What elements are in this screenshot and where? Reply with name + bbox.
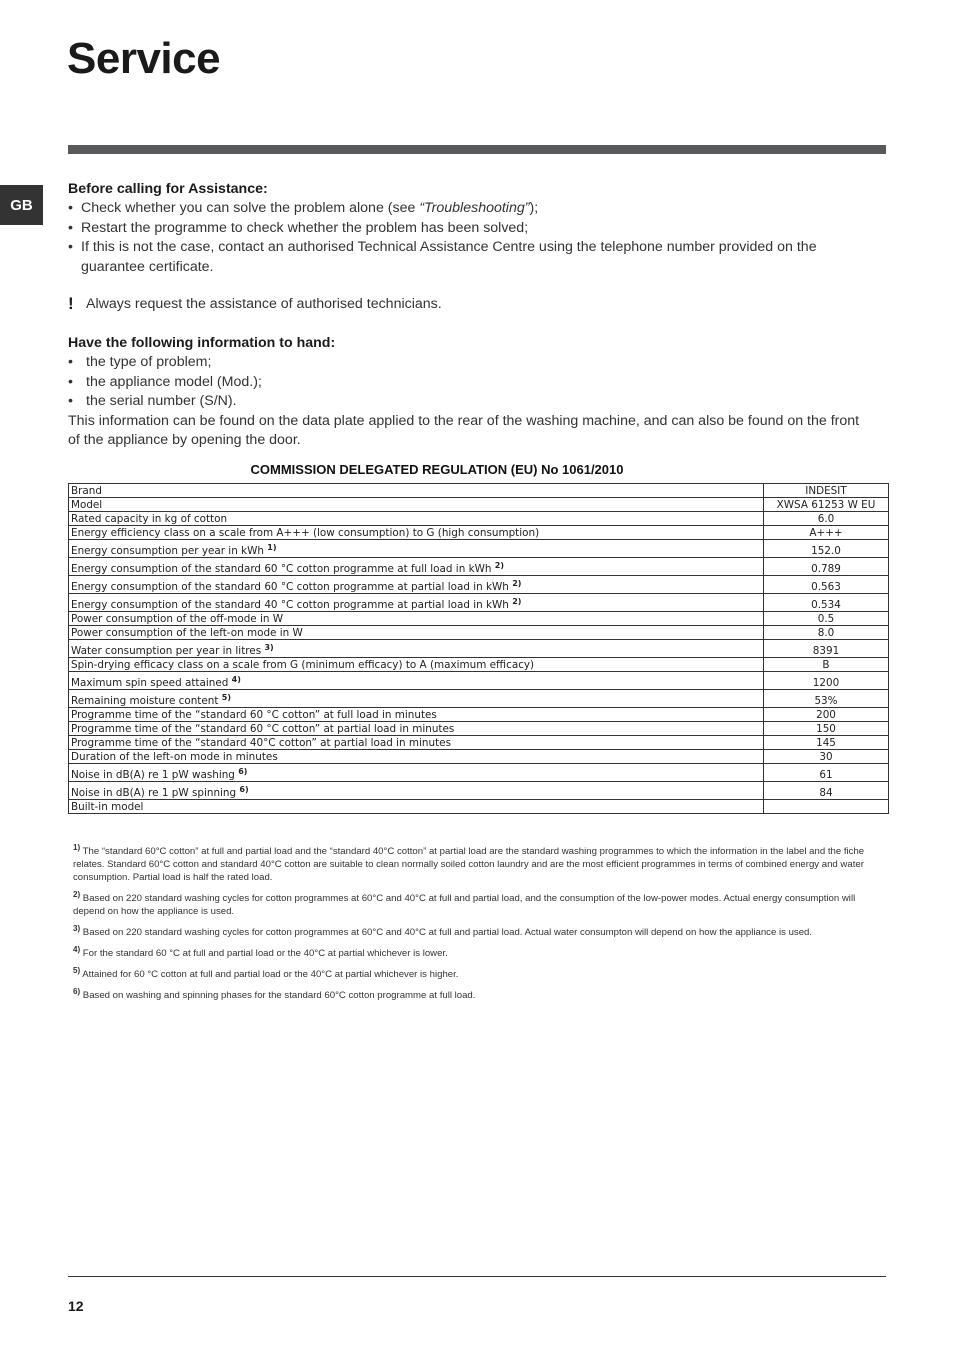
spec-label: Power consumption of the off-mode in W bbox=[69, 612, 764, 626]
table-row bbox=[69, 540, 889, 558]
info-list bbox=[68, 353, 868, 411]
table-row bbox=[69, 498, 889, 512]
list-item: • the type of problem; bbox=[68, 353, 868, 372]
table-row bbox=[69, 658, 889, 672]
footnote-ref: 1) bbox=[267, 543, 277, 552]
footnote-ref: 2) bbox=[512, 597, 522, 606]
spec-label: Energy efficiency class on a scale from A+++ (low consumption) to G (high consumption) bbox=[69, 526, 764, 540]
spec-value: 84 bbox=[764, 782, 889, 800]
spec-label: Rated capacity in kg of cotton bbox=[69, 512, 764, 526]
spec-value: 61 bbox=[764, 764, 889, 782]
list-item: • the serial number (S/N). bbox=[68, 392, 868, 411]
spec-value: 1200 bbox=[764, 672, 889, 690]
spec-label: Energy consumption of the standard 60 °C cotton programme at full load in kWh $^{2)}$ bbox=[69, 558, 764, 576]
footnote-number: 6) bbox=[73, 987, 81, 996]
bullet-icon: • bbox=[68, 354, 73, 371]
before-calling-list bbox=[68, 199, 868, 277]
footnote-text: The “standard 60°C cotton” at full and partial load and the “standard 40°C cotton” at partial load are the standard washing programmes to which the information in the label and the fiche relates. Standard 60°C cotton and standard 40°C cotton are suitable to clean normally soiled cotton laundry and are the most efficient programmes in terms of combined energy and water consumption. Partial load is half the rated load. bbox=[73, 846, 865, 883]
spec-label: Power consumption of the left-on mode in W bbox=[69, 626, 764, 640]
table-row bbox=[69, 672, 889, 690]
regulation-title: COMMISSION DELEGATED REGULATION (EU) No 1061/2010 bbox=[250, 462, 624, 477]
table-row bbox=[69, 512, 889, 526]
list-item: • If this is not the case, contact an authorised Technical Assistance Centre using the telephone number provided on the guarantee certificate. bbox=[68, 239, 817, 275]
footnote-number: 1) bbox=[73, 843, 81, 852]
spec-label: Programme time of the “standard 60 °C cotton” at partial load in minutes bbox=[69, 722, 764, 736]
table-row bbox=[69, 750, 889, 764]
table-row bbox=[69, 708, 889, 722]
spec-label: Brand bbox=[69, 484, 764, 498]
info-paragraph: This information can be found on the data plate applied to the rear of the washing machine, and can also be found on the front of the appliance by opening the door. bbox=[68, 412, 860, 449]
table-row bbox=[69, 782, 889, 800]
spec-label: Programme time of the “standard 60 °C cotton” at full load in minutes bbox=[69, 708, 764, 722]
spec-label: Noise in dB(A) re 1 pW washing $^{6)}$ bbox=[69, 764, 764, 782]
footnote-ref: 2) bbox=[512, 579, 522, 588]
spec-value: 200 bbox=[764, 708, 889, 722]
page-title: Service bbox=[67, 34, 221, 83]
bullet-icon: • bbox=[68, 373, 73, 390]
footnote-number: 3) bbox=[73, 924, 81, 933]
footnote bbox=[73, 989, 888, 1002]
footnote-text: Based on 220 standard washing cycles for cotton programmes at 60°C and 40°C at full and partial load, and the consumption of the low-power modes. Actual energy consumption will depend on how the appliance is used. bbox=[73, 893, 856, 917]
spec-value: B bbox=[764, 658, 889, 672]
footnote bbox=[73, 926, 888, 939]
spec-value: 0.5 bbox=[764, 612, 889, 626]
footnote-ref: 2) bbox=[494, 561, 505, 570]
footnote-text: Attained for 60 °C cotton at full and partial load or the 40°C at partial whichever is higher. bbox=[82, 969, 459, 980]
language-tab: GB bbox=[0, 185, 43, 225]
spec-label: Duration of the left-on mode in minutes bbox=[69, 750, 764, 764]
footnotes bbox=[73, 845, 888, 1010]
spec-value: 0.563 bbox=[764, 576, 889, 594]
spec-label: Noise in dB(A) re 1 pW spinning $^{6)}$ bbox=[69, 782, 764, 800]
bullet-icon: • bbox=[68, 219, 73, 236]
spec-value: A+++ bbox=[764, 526, 889, 540]
spec-label: Remaining moisture content $^{5)}$ bbox=[69, 690, 764, 708]
spec-label: Energy consumption of the standard 60 °C cotton programme at partial load in kWh $^{2)}$ bbox=[69, 576, 764, 594]
spec-value bbox=[764, 800, 889, 814]
spec-value: 30 bbox=[764, 750, 889, 764]
footnote-text: Based on 220 standard washing cycles for cotton programmes at 60°C and 40°C at full and partial load. Actual water consumpton will depend on how the appliance is used. bbox=[82, 927, 813, 938]
list-item: • Restart the programme to check whether the problem has been solved; bbox=[68, 219, 868, 238]
table-row bbox=[69, 626, 889, 640]
spec-value: 53% bbox=[764, 690, 889, 708]
footnote-text: Based on washing and spinning phases for the standard 60°C cotton programme at full load. bbox=[82, 990, 476, 1001]
table-row bbox=[69, 526, 889, 540]
warning-text: Always request the assistance of authorised technicians. bbox=[86, 296, 442, 312]
spec-label: Energy consumption of the standard 40 °C cotton programme at partial load in kWh $^{2)}$ bbox=[69, 594, 764, 612]
footnote-ref: 6) bbox=[238, 767, 248, 776]
spec-label: Maximum spin speed attained $^{4)}$ bbox=[69, 672, 764, 690]
spec-label: Spin-drying efficacy class on a scale from G (minimum efficacy) to A (maximum efficacy) bbox=[69, 658, 764, 672]
footnote bbox=[73, 947, 888, 960]
spec-value: 145 bbox=[764, 736, 889, 750]
before-calling-heading: Before calling for Assistance: bbox=[68, 181, 268, 197]
footnote-ref: 6) bbox=[239, 785, 249, 794]
footnote-number: 5) bbox=[73, 966, 81, 975]
footnote bbox=[73, 892, 888, 918]
info-heading: Have the following information to hand: bbox=[68, 335, 336, 351]
table-row bbox=[69, 800, 889, 814]
bullet-icon: • bbox=[68, 393, 73, 410]
before-calling-section bbox=[68, 180, 868, 277]
spec-value: 6.0 bbox=[764, 512, 889, 526]
footer-rule bbox=[68, 1276, 886, 1277]
table-row bbox=[69, 736, 889, 750]
spec-value: INDESIT bbox=[764, 484, 889, 498]
spec-value: 0.534 bbox=[764, 594, 889, 612]
spec-label: Programme time of the “standard 40°C cotton” at partial load in minutes bbox=[69, 736, 764, 750]
table-row bbox=[69, 764, 889, 782]
table-row bbox=[69, 690, 889, 708]
spec-label: Energy consumption per year in kWh $^{1)}$ bbox=[69, 540, 764, 558]
specification-table bbox=[68, 483, 889, 814]
spec-value: 8391 bbox=[764, 640, 889, 658]
footnote-text: For the standard 60 °C at full and partial load or the 40°C at partial whichever is lower. bbox=[82, 948, 448, 959]
header-rule bbox=[68, 145, 886, 154]
table-row bbox=[69, 640, 889, 658]
spec-label: Built-in model bbox=[69, 800, 764, 814]
spec-value: 152.0 bbox=[764, 540, 889, 558]
footnote-number: 2) bbox=[73, 890, 81, 899]
list-item: • Check whether you can solve the problem alone (see “Troubleshooting”); bbox=[68, 199, 868, 218]
footnote-number: 4) bbox=[73, 945, 81, 954]
spec-value: 8.0 bbox=[764, 626, 889, 640]
spec-value: XWSA 61253 W EU bbox=[764, 498, 889, 512]
footnote bbox=[73, 968, 888, 981]
spec-value: 0.789 bbox=[764, 558, 889, 576]
footnote bbox=[73, 845, 888, 884]
bullet-icon: • bbox=[68, 200, 73, 217]
footnote-ref: 5) bbox=[221, 693, 231, 702]
footnote-ref: 4) bbox=[231, 675, 241, 684]
table-row bbox=[69, 722, 889, 736]
spec-label: Water consumption per year in litres $^{3)}$ bbox=[69, 640, 764, 658]
exclamation-icon: ! bbox=[68, 294, 74, 313]
list-item: • the appliance model (Mod.); bbox=[68, 373, 868, 392]
info-section bbox=[68, 334, 868, 450]
table-row bbox=[69, 576, 889, 594]
table-row bbox=[69, 612, 889, 626]
footnote-ref: 3) bbox=[264, 643, 274, 652]
table-row bbox=[69, 558, 889, 576]
page-number: 12 bbox=[68, 1298, 84, 1314]
spec-label: Model bbox=[69, 498, 764, 512]
table-row bbox=[69, 484, 889, 498]
spec-value: 150 bbox=[764, 722, 889, 736]
bullet-icon: • bbox=[68, 239, 73, 256]
table-row bbox=[69, 594, 889, 612]
